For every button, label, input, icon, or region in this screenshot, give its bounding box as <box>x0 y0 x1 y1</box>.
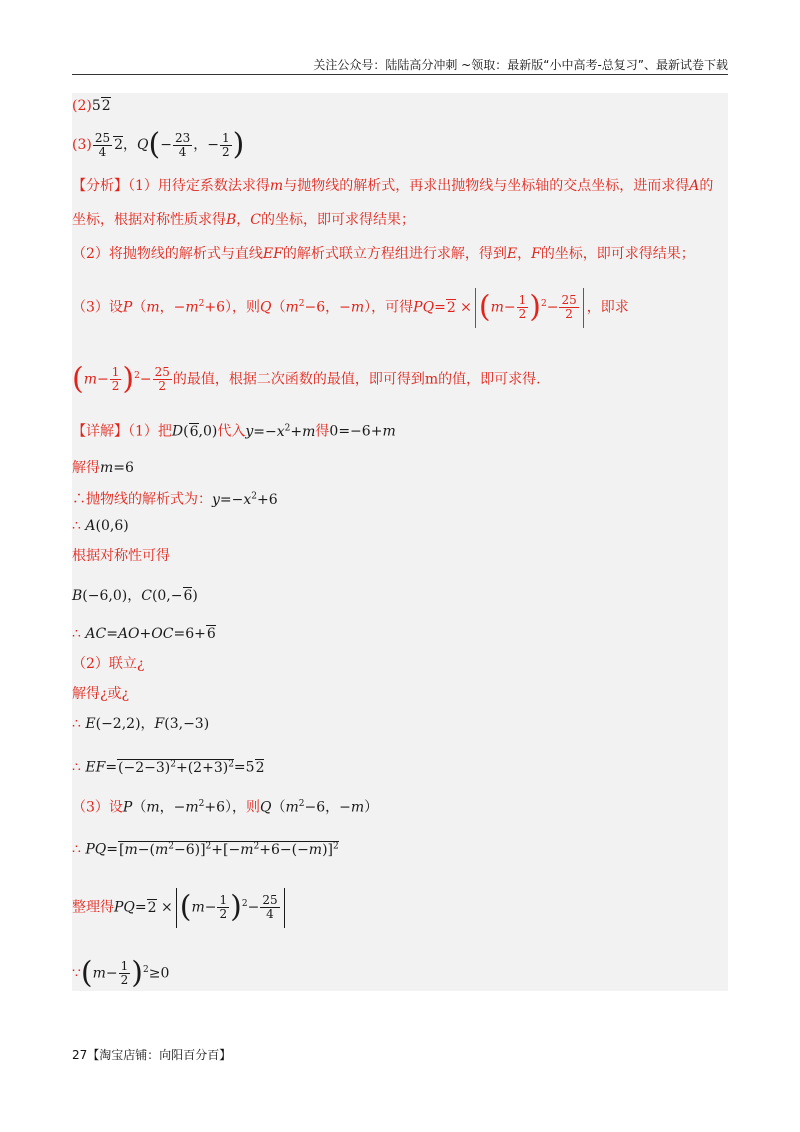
detail-line-4: ∴ A(0,6) <box>72 518 129 534</box>
analysis-line-2: 坐标，根据对称性质求得B，C的坐标，即可求得结果； <box>72 212 416 228</box>
detail-line-2: 解得m=6 <box>72 460 134 476</box>
detail-line-14: 整理得PQ=2 × (m− $\frac{1}{2}$ )$^2$− $\frac{25}{4}$ <box>72 884 288 928</box>
answer-2: (2)52 <box>72 98 111 114</box>
page-footer: 27【淘宝店铺：向阳百分百】 <box>72 1048 232 1062</box>
detail-line-10: ∴ E(−2,2)，F(3,−3) <box>72 716 210 732</box>
analysis-line-1: 【分析】（1）用待定系数法求得m与抛物线的解析式，再求出抛物线与坐标轴的交点坐标，进而求得A的 <box>72 178 714 194</box>
detail-line-8: （2）联立¿ <box>72 656 145 672</box>
analysis-line-3: （2）将抛物线的解析式与直线EF的解析式联立方程组进行求解，得到E，F的坐标，即可求得结果； <box>72 246 695 262</box>
page-header: 关注公众号：陆陆高分冲刺 ~领取：最新版“小中高考-总复习”、最新试卷下载 <box>72 56 728 75</box>
detail-line-3: ∴抛物线的解析式为：$y=-x^2+6$ <box>72 491 278 508</box>
detail-line-5: 根据对称性可得 <box>72 548 170 564</box>
analysis-line-5: (m− $\frac{1}{2}$ )$^2$− $\frac{25}{2}$ 的最值，根据二次函数的最值，即可得到m的值，即可求得. <box>72 361 541 397</box>
detail-line-13: ∴ $PQ=[m-(m^2-6)]^2+[-m^2+6-(-m)]^2$ <box>72 841 339 858</box>
analysis-line-4: （3）设P（m，$-m^2+6$），则$Q(m^2-6$，−m），可得PQ=2 × (m− $\frac{1}{2}$ )$^2$− $\frac{25}{2}$ ，即求 <box>72 284 629 328</box>
answer-3: (3) $\frac{25}{4}$ 2，Q(− $\frac{23}{4}$ ，− $\frac{1}{2}$ ) <box>72 127 245 162</box>
detail-line-15: ∵(m− $\frac{1}{2}$ )$^2$≥0 <box>72 955 170 991</box>
detail-line-1: 【详解】（1）把D(6,0)代入$y=-x^2+m$得0=−6+m <box>72 423 396 440</box>
detail-line-11: ∴ $EF=(-2-3)^2+(2+3)^2=52$ <box>72 759 265 776</box>
detail-line-6: B(−6,0)，C(0,−6) <box>72 588 198 604</box>
detail-line-12: （3）设P（m，$-m^2+6$），则$Q(m^2-6$，−m） <box>72 799 379 816</box>
detail-line-9: 解得¿或¿ <box>72 686 130 702</box>
detail-line-7: ∴ AC=AO+OC=6+6 <box>72 626 216 642</box>
